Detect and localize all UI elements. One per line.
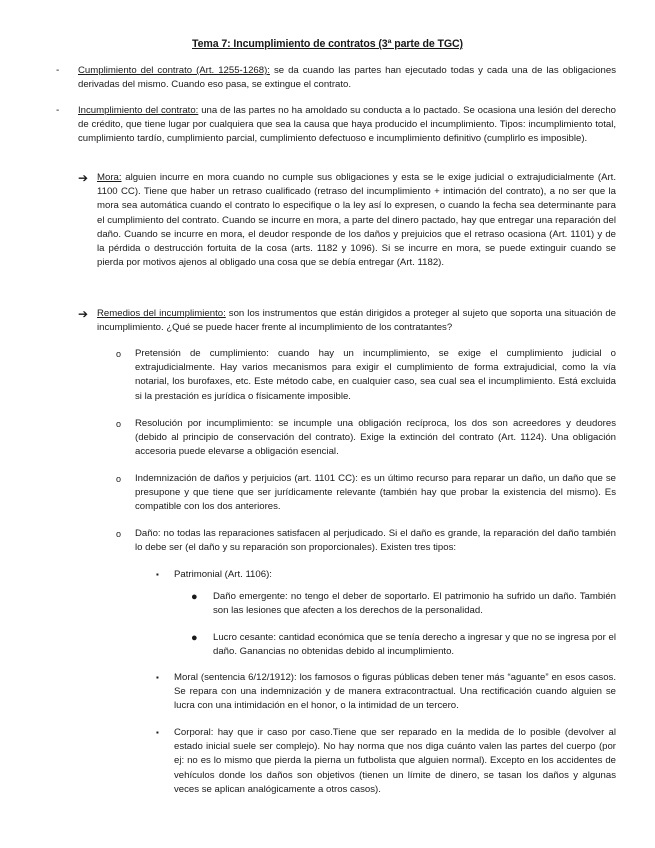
remedio-item: Resolución por incumplimiento: se incumple una obligación recíproca, los dos son acreedores y deudores (debido al principio de conservación del contrato). Exige la extinción del contrato (Art. 1124). Una obligación accesoria puede elevarse a obligación esencial. [135,418,616,458]
mora-paragraph [97,171,616,270]
section-cumplimiento [78,64,616,92]
remedio-item: Pretensión de cumplimiento: cuando hay un incumplimiento, se exige el cumplimiento judicial o extrajudicialmente. Hay varios mecanismos para exigir el cumplimiento de forma extrajudicial, como la vía notarial, los burofaxes, etc. Este método cabe, en cualquier caso, sea cual sea el incumplimiento. Está excluida si la prestación es jurídica o físicamente imposible. [135,348,616,402]
dano-corporal: Corporal: hay que ir caso por caso.Tiene que ser reparado en la medida de lo posible (devolver al estado inicial suele ser complejo). No hay norma que nos diga cuánto valen las partes del cuerpo (por ej: no es lo mismo que pierda la pierna un futbolista que alguien normal). Excepto en los accidentes de vehículos donde los daños son objetivos (tienen un límite de dinero, se tasan los daños y algunas veces se aplican analógicamente a otros casos). [174,727,616,795]
square-bullet: ▪ [156,728,159,737]
circle-bullet: o [116,349,122,359]
section-incumplimiento [78,104,616,147]
lucro-cesante: Lucro cesante: cantidad económica que se tenía derecho a ingresar y que no se ingresa por el daño. Ganancias no obtenidas debido al incumplimiento. [213,632,616,658]
arrow-bullet: ➔ [78,307,89,321]
square-bullet: ▪ [156,673,159,682]
circle-bullet: o [116,419,122,429]
document-title: Tema 7: Incumplimiento de contratos (3ª parte de TGC) [192,38,463,50]
section-text: se da cuando las partes han ejecutado todas y cada una de las obligaciones derivadas del mismo. Cuando eso pasa, se extingue el contrato. [78,65,616,91]
remedio-item: Daño: no todas las reparaciones satisfacen al perjudicado. Si el daño es grande, la reparación del daño también lo debe ser (el daño y su reparación son proporcionales). Existen tres tipos: [135,528,616,554]
dano-emergente: Daño emergente: no tengo el deber de soportarlo. El patrimonio ha sufrido un daño. También son las lesiones que afecten a los derechos de la personalidad. [213,591,616,617]
dash-bullet: - [56,105,60,116]
dot-bullet: ● [191,591,198,603]
arrow-bullet: ➔ [78,171,89,185]
mora-text: alguien incurre en mora cuando no cumple sus obligaciones y esta se le exige judicial o extrajudicialmente (Art. 1100 CC). Tiene que haber un retraso cualificado (retraso del incumplimiento + intimación del contrato), a no ser que la mora sea automática cuando el contrato lo especifique o la ley así lo expresen, o cuando la fecha sea determinante para el cumplimiento del contrato. Cuando se incurre en mora, a parte del dinero pactado, hay que entregar una reparación del daño. Cuando se incurre en mora, el deudor responde de los daños y prejuicios que el retraso ocasiona (Art. 1101) y de la pérdida o destrucción fortuita de la cosa (arts. 1182 y 1096). Si se incurre en mora, se puede extinguir cuando se pierda por motivos ajenos al obligado una cosa que se debía entregar (Art. 1182). [97,172,616,269]
dash-bullet: - [56,65,60,76]
square-bullet: ▪ [156,570,159,579]
remedios-text: son los instrumentos que están dirigidos a proteger al sujeto que soporta una situación de incumplimiento. ¿Qué se puede hacer frente al incumplimiento de los contratantes? [97,308,616,334]
circle-bullet: o [116,474,122,484]
remedios-heading: Remedios del incumplimiento: [97,308,226,319]
mora-heading: Mora: [97,172,122,183]
dot-bullet: ● [191,632,198,644]
circle-bullet: o [116,529,122,539]
section-heading: Incumplimiento del contrato: [78,105,199,116]
remedio-item: Indemnización de daños y perjuicios (art. 1101 CC): es un último recurso para reparar un daño, un daño que se presupone y que tiene que ser jurídicamente relevante (también hay que probar la existencia del mismo). Es compatible con los dos anteriores. [135,473,616,513]
section-text: una de las partes no ha amoldado su conducta a lo pactado. Se ocasiona una lesión del derecho de crédito, que tiene lugar por cualquiera que sea la causa que haya producido el incumplimiento. Tipos: incumplimiento total, cumplimiento tardío, cumplimiento parcial, cumplimiento defectuoso e incumplimiento definitivo (cumplirlo es imposible). [78,105,616,145]
dano-patrimonial: Patrimonial (Art. 1106): [174,569,272,580]
dano-moral: Moral (sentencia 6/12/1912): los famosos o figuras públicas deben tener más “aguante” en esos casos. Se repara con una indemnización y de manera extracontractual. Una rectificación cuando alguien se lucra con una intimidación en el honor, o la intimidad de un tercero. [174,672,616,712]
remedios-paragraph [97,307,616,335]
section-heading: Cumplimiento del contrato (Art. 1255-1268): [78,65,270,76]
